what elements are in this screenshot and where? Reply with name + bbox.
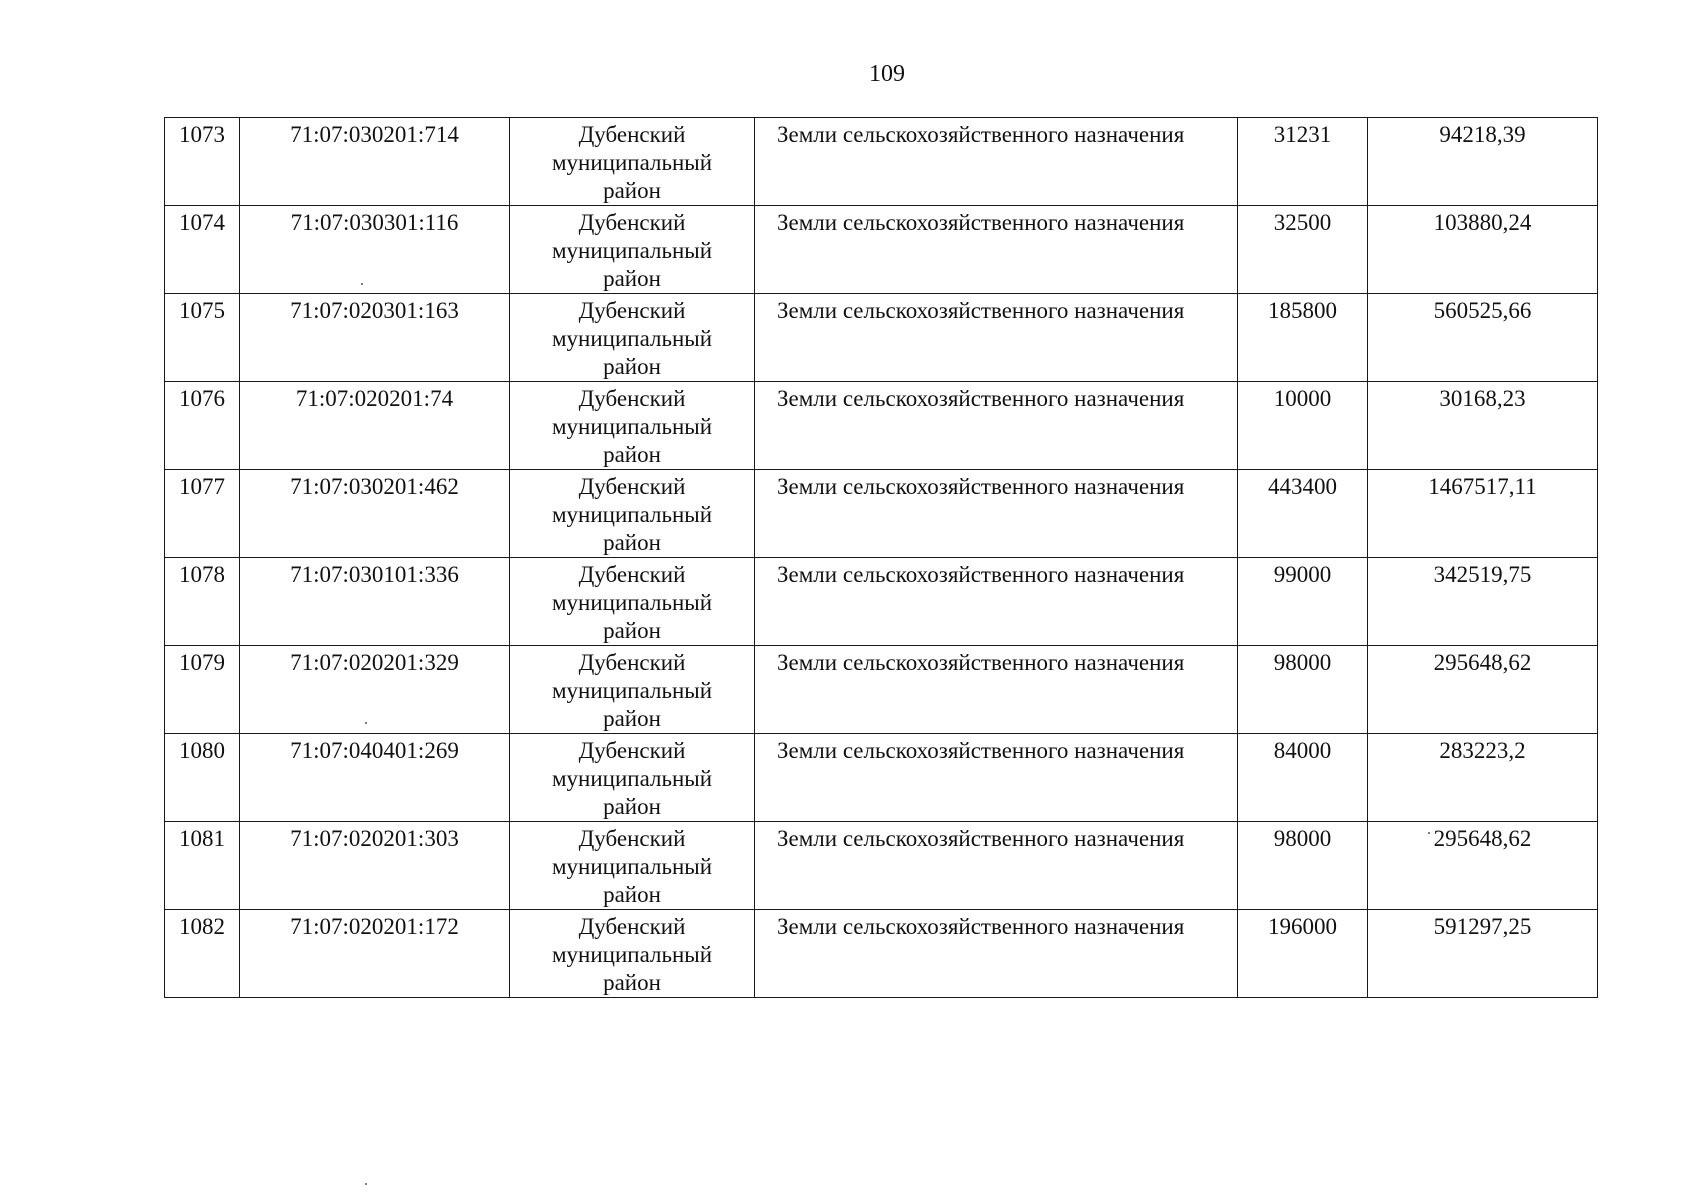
cadastral-number-cell: 71:07:020201:74 bbox=[240, 382, 510, 470]
row-number-cell: 1076 bbox=[165, 382, 240, 470]
cadastral-value-cell: 342519,75 bbox=[1368, 558, 1598, 646]
area-cell: 196000 bbox=[1238, 910, 1368, 998]
area-cell: 443400 bbox=[1238, 470, 1368, 558]
cadastral-number-cell: 71:07:030201:714 bbox=[240, 118, 510, 206]
municipality-line: муниципальный bbox=[551, 414, 713, 439]
scan-speck bbox=[1428, 832, 1430, 834]
municipality-line: район bbox=[603, 618, 661, 643]
cadastral-number-cell: 71:07:030201:462 bbox=[240, 470, 510, 558]
cadastral-number-cell: 71:07:020201:303 bbox=[240, 822, 510, 910]
municipality-line: Дубенский bbox=[578, 386, 686, 411]
municipality-line: район bbox=[603, 442, 661, 467]
land-registry-table bbox=[164, 117, 1598, 998]
municipality-cell bbox=[510, 206, 755, 294]
area-cell: 98000 bbox=[1238, 822, 1368, 910]
row-number-cell: 1074 bbox=[165, 206, 240, 294]
municipality-line: район bbox=[603, 354, 661, 379]
municipality-line: муниципальный bbox=[551, 766, 713, 791]
cadastral-number-cell: 71:07:040401:269 bbox=[240, 734, 510, 822]
scan-speck bbox=[361, 283, 363, 285]
municipality-line: Дубенский bbox=[578, 562, 686, 587]
municipality-line: муниципальный bbox=[551, 150, 713, 175]
land-category-cell: Земли сельскохозяйственного назначения bbox=[755, 734, 1238, 822]
table-row bbox=[165, 646, 1598, 734]
municipality-line: район bbox=[603, 266, 661, 291]
municipality-line: Дубенский bbox=[578, 914, 686, 939]
municipality-line: муниципальный bbox=[551, 678, 713, 703]
row-number-cell: 1075 bbox=[165, 294, 240, 382]
municipality-line: муниципальный bbox=[551, 854, 713, 879]
municipality-line: район bbox=[603, 178, 661, 203]
row-number-cell: 1080 bbox=[165, 734, 240, 822]
row-number-cell: 1079 bbox=[165, 646, 240, 734]
scan-speck bbox=[365, 1183, 367, 1185]
municipality-cell bbox=[510, 822, 755, 910]
table-row bbox=[165, 382, 1598, 470]
land-category-cell: Земли сельскохозяйственного назначения bbox=[755, 910, 1238, 998]
land-category-cell: Земли сельскохозяйственного назначения bbox=[755, 822, 1238, 910]
row-number-cell: 1077 bbox=[165, 470, 240, 558]
cadastral-value-cell: 295648,62 bbox=[1368, 646, 1598, 734]
municipality-cell bbox=[510, 382, 755, 470]
row-number-cell: 1081 bbox=[165, 822, 240, 910]
municipality-line: Дубенский bbox=[578, 650, 686, 675]
municipality-line: муниципальный bbox=[551, 238, 713, 263]
municipality-cell bbox=[510, 118, 755, 206]
table-body bbox=[165, 118, 1598, 998]
table-row bbox=[165, 294, 1598, 382]
cadastral-number-cell: 71:07:020301:163 bbox=[240, 294, 510, 382]
page-number: 109 bbox=[869, 61, 905, 87]
municipality-line: Дубенский bbox=[578, 122, 686, 147]
cadastral-value-cell: 283223,2 bbox=[1368, 734, 1598, 822]
cadastral-number-cell: 71:07:030101:336 bbox=[240, 558, 510, 646]
municipality-line: муниципальный bbox=[551, 326, 713, 351]
municipality-line: муниципальный bbox=[551, 590, 713, 615]
municipality-cell bbox=[510, 558, 755, 646]
municipality-line: район bbox=[603, 794, 661, 819]
cadastral-value-cell: 103880,24 bbox=[1368, 206, 1598, 294]
municipality-cell bbox=[510, 910, 755, 998]
municipality-line: Дубенский bbox=[578, 738, 686, 763]
land-category-cell: Земли сельскохозяйственного назначения bbox=[755, 470, 1238, 558]
area-cell: 32500 bbox=[1238, 206, 1368, 294]
municipality-line: район bbox=[603, 706, 661, 731]
scan-speck bbox=[365, 722, 367, 724]
municipality-line: муниципальный bbox=[551, 502, 713, 527]
cadastral-value-cell: 94218,39 bbox=[1368, 118, 1598, 206]
cadastral-value-cell: 560525,66 bbox=[1368, 294, 1598, 382]
cadastral-value-cell: 1467517,11 bbox=[1368, 470, 1598, 558]
municipality-line: район bbox=[603, 882, 661, 907]
municipality-cell bbox=[510, 294, 755, 382]
cadastral-number-cell: 71:07:020201:172 bbox=[240, 910, 510, 998]
land-category-cell: Земли сельскохозяйственного назначения bbox=[755, 206, 1238, 294]
land-category-cell: Земли сельскохозяйственного назначения bbox=[755, 382, 1238, 470]
table-row bbox=[165, 822, 1598, 910]
row-number-cell: 1082 bbox=[165, 910, 240, 998]
area-cell: 84000 bbox=[1238, 734, 1368, 822]
municipality-line: Дубенский bbox=[578, 826, 686, 851]
land-category-cell: Земли сельскохозяйственного назначения bbox=[755, 118, 1238, 206]
cadastral-value-cell: 295648,62 bbox=[1368, 822, 1598, 910]
area-cell: 99000 bbox=[1238, 558, 1368, 646]
municipality-line: Дубенский bbox=[578, 298, 686, 323]
land-category-cell: Земли сельскохозяйственного назначения bbox=[755, 646, 1238, 734]
cadastral-value-cell: 30168,23 bbox=[1368, 382, 1598, 470]
table-row bbox=[165, 910, 1598, 998]
table-row bbox=[165, 734, 1598, 822]
municipality-line: район bbox=[603, 970, 661, 995]
area-cell: 31231 bbox=[1238, 118, 1368, 206]
area-cell: 185800 bbox=[1238, 294, 1368, 382]
municipality-line: муниципальный bbox=[551, 942, 713, 967]
cadastral-number-cell: 71:07:020201:329 bbox=[240, 646, 510, 734]
municipality-cell bbox=[510, 470, 755, 558]
table-row bbox=[165, 558, 1598, 646]
row-number-cell: 1078 bbox=[165, 558, 240, 646]
municipality-cell bbox=[510, 646, 755, 734]
cadastral-number-cell: 71:07:030301:116 bbox=[240, 206, 510, 294]
municipality-line: район bbox=[603, 530, 661, 555]
row-number-cell: 1073 bbox=[165, 118, 240, 206]
table-row bbox=[165, 206, 1598, 294]
municipality-line: Дубенский bbox=[578, 474, 686, 499]
land-category-cell: Земли сельскохозяйственного назначения bbox=[755, 558, 1238, 646]
area-cell: 98000 bbox=[1238, 646, 1368, 734]
municipality-cell bbox=[510, 734, 755, 822]
land-category-cell: Земли сельскохозяйственного назначения bbox=[755, 294, 1238, 382]
table-row bbox=[165, 470, 1598, 558]
municipality-line: Дубенский bbox=[578, 210, 686, 235]
cadastral-value-cell: 591297,25 bbox=[1368, 910, 1598, 998]
area-cell: 10000 bbox=[1238, 382, 1368, 470]
table-row bbox=[165, 118, 1598, 206]
